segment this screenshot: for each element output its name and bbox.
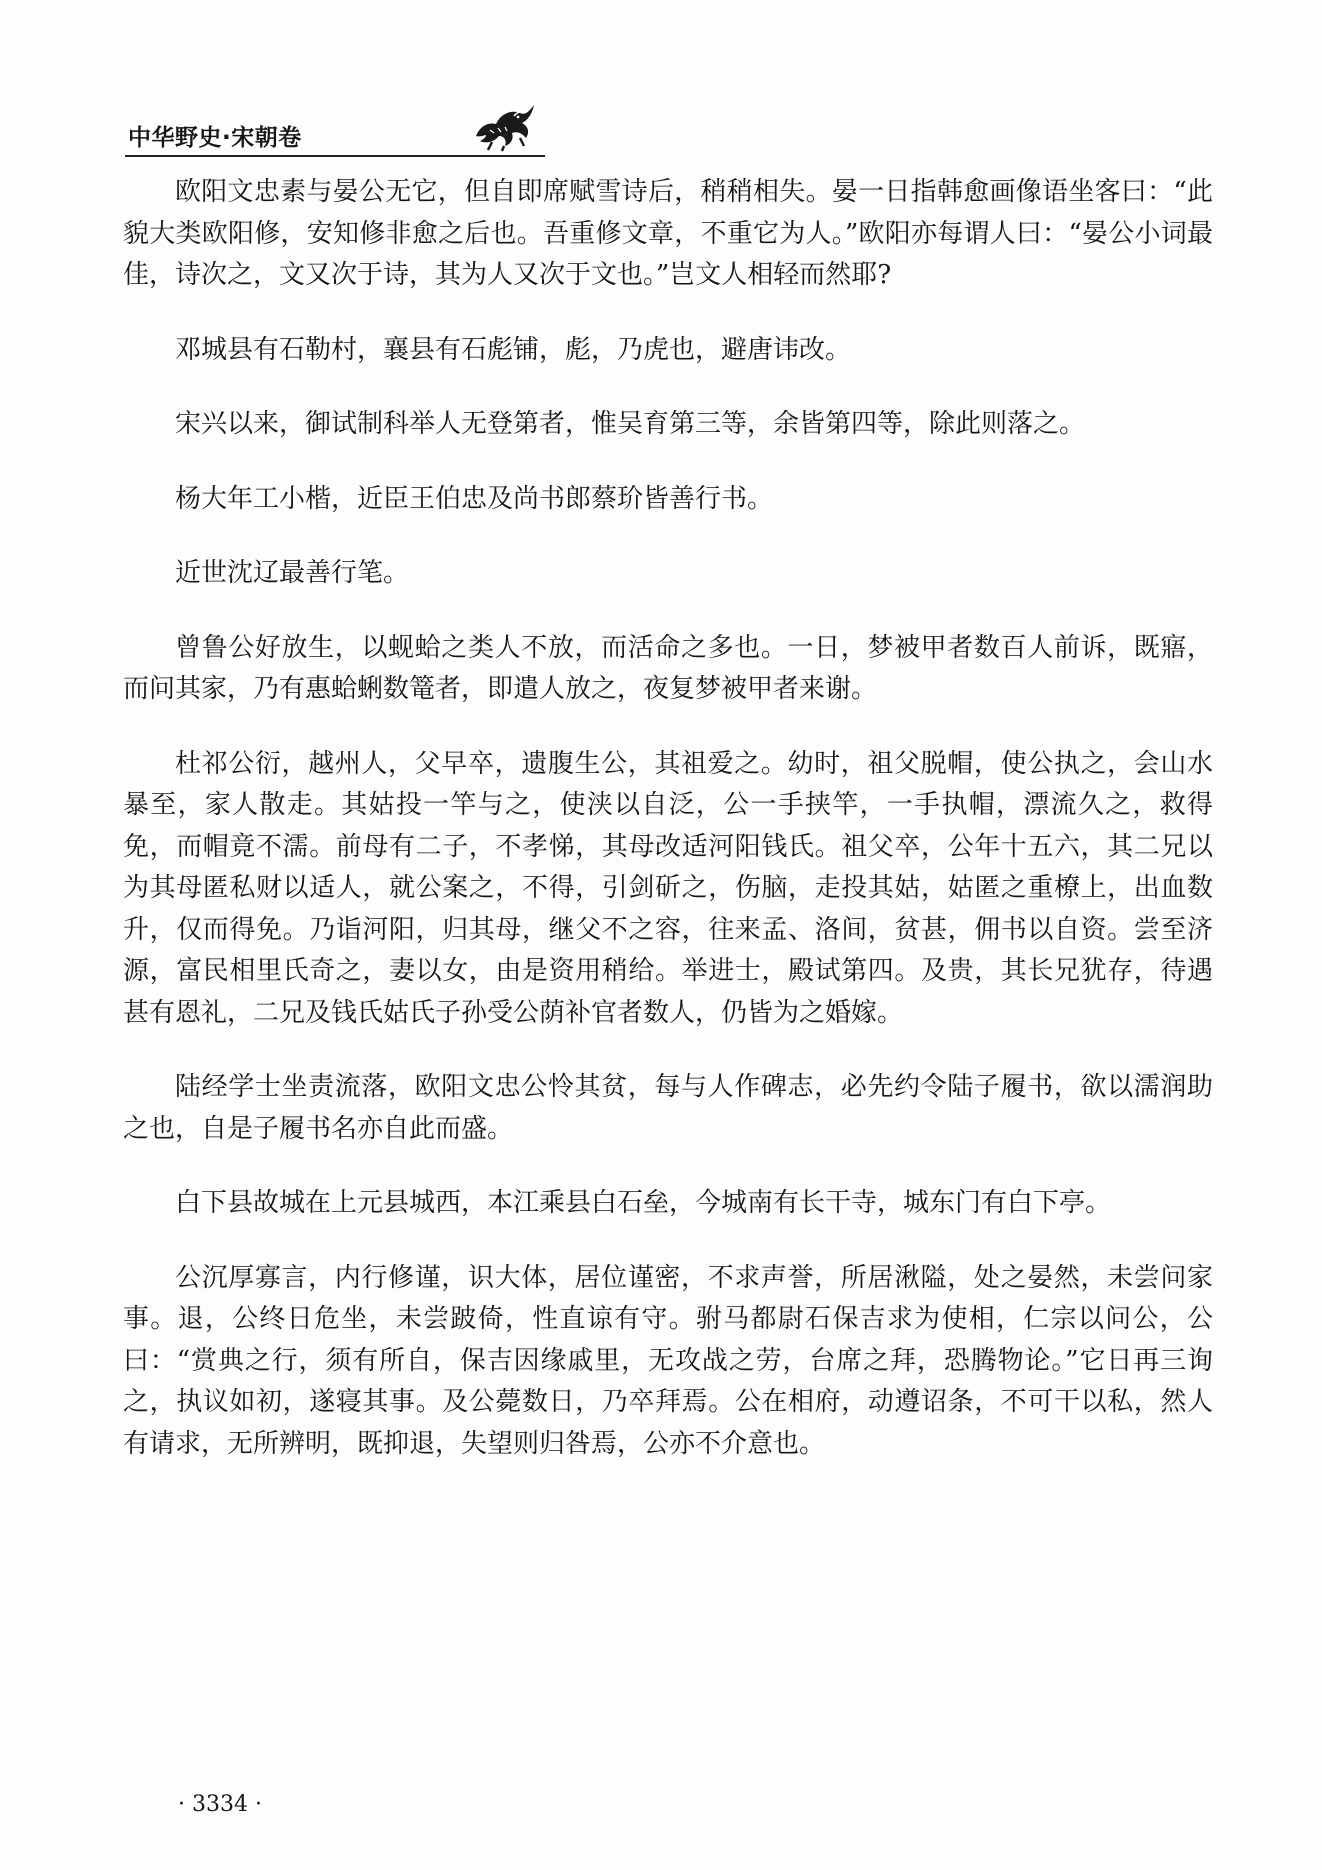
paragraph: 欧阳文忠素与晏公无它，但自即席赋雪诗后，稍稍相失。晏一日指韩愈画像语坐客曰：“此貌大类欧阳修，安知修非愈之后也。吾重修文章，不重它为人。”欧阳亦每谓人曰：“晏公小词最佳，诗次之，文又次于诗，其为人又次于文也。”岂文人相轻而然耶?: [123, 177, 1213, 290]
paragraph: 宋兴以来，御试制科举人无登第者，惟吴育第三等，余皆第四等，除此则落之。: [175, 409, 1086, 439]
paragraph: 杨大年工小楷，近臣王伯忠及尚书郎蔡玠皆善行书。: [175, 483, 774, 514]
paragraph: 白下县故城在上元县城西，本江乘县白石垒，今城南有长干寺，城东门有白下亭。: [175, 1188, 1112, 1218]
paragraph: 杜祁公衍，越州人，父早卒，遗腹生公，其祖爱之。幼时，祖父脱帽，使公执之，会山水暴至，家人散走。其姑投一竿与之，使浃以自泛，公一手挟竿，一手执帽，漂流久之，救得免，而帽竟不濡。前母有二子，不孝悌，其母改适河阳钱氏。祖父卒，公年十五六，其二兄以为其母匿私财以适人，就公案之，不得，引剑斫之，伤脑，走投其姑，姑匿之重橑上，出血数升，仅而得免。乃诣河阳，归其母，继父不之容，往来孟、洛间，贫甚，佣书以自资。尝至济源，富民相里氏奇之，妻以女，由是资用稍给。举进士，殿试第四。及贵，其长兄犹存，待遇甚有恩礼，二兄及钱氏姑氏子孙受公荫补官者数人，仍皆为之婚嫁。: [123, 748, 1213, 1028]
header-rule: [125, 155, 545, 157]
running-header: [125, 105, 545, 160]
paragraph: 邓城县有石勒村，襄县有石彪铺，彪，乃虎也，避唐讳改。: [175, 334, 852, 365]
paragraph: 曾鲁公好放生，以蚬蛤之类人不放，而活命之多也。一日，梦被甲者数百人前诉，既寤，而问其家，乃有惠蛤蜊数篭者，即遣人放之，夜复梦被甲者来谢。: [123, 632, 1213, 704]
dragon-emblem-icon: [470, 100, 540, 152]
running-header-title: 中华野史·宋朝卷: [128, 125, 302, 151]
text-body: [123, 172, 1213, 1465]
paragraph: 陆经学士坐责流落，欧阳文忠公怜其贫，每与人作碑志，必先约令陆子履书，欲以濡润助之也，自是子履书名亦自此而盛。: [123, 1072, 1213, 1144]
paragraph: 近世沈辽最善行笔。: [175, 558, 410, 588]
page-number: · 3334 ·: [178, 1792, 262, 1817]
paragraph: 公沉厚寡言，内行修谨，识大体，居位谨密，不求声誉，所居湫隘，处之晏然，未尝问家事。退，公终日危坐，未尝跛倚，性直谅有守。驸马都尉石保吉求为使相，仁宗以问公，公曰：“赏典之行，须有所自，保吉因缘戚里，无攻战之劳，台席之拜，恐腾物论。”它日再三询之，执议如初，遂寝其事。及公薨数日，乃卒拜焉。公在相府，动遵诏条，不可干以私，然人有请求，无所辨明，既抑退，失望则归咎焉，公亦不介意也。: [123, 1262, 1213, 1459]
